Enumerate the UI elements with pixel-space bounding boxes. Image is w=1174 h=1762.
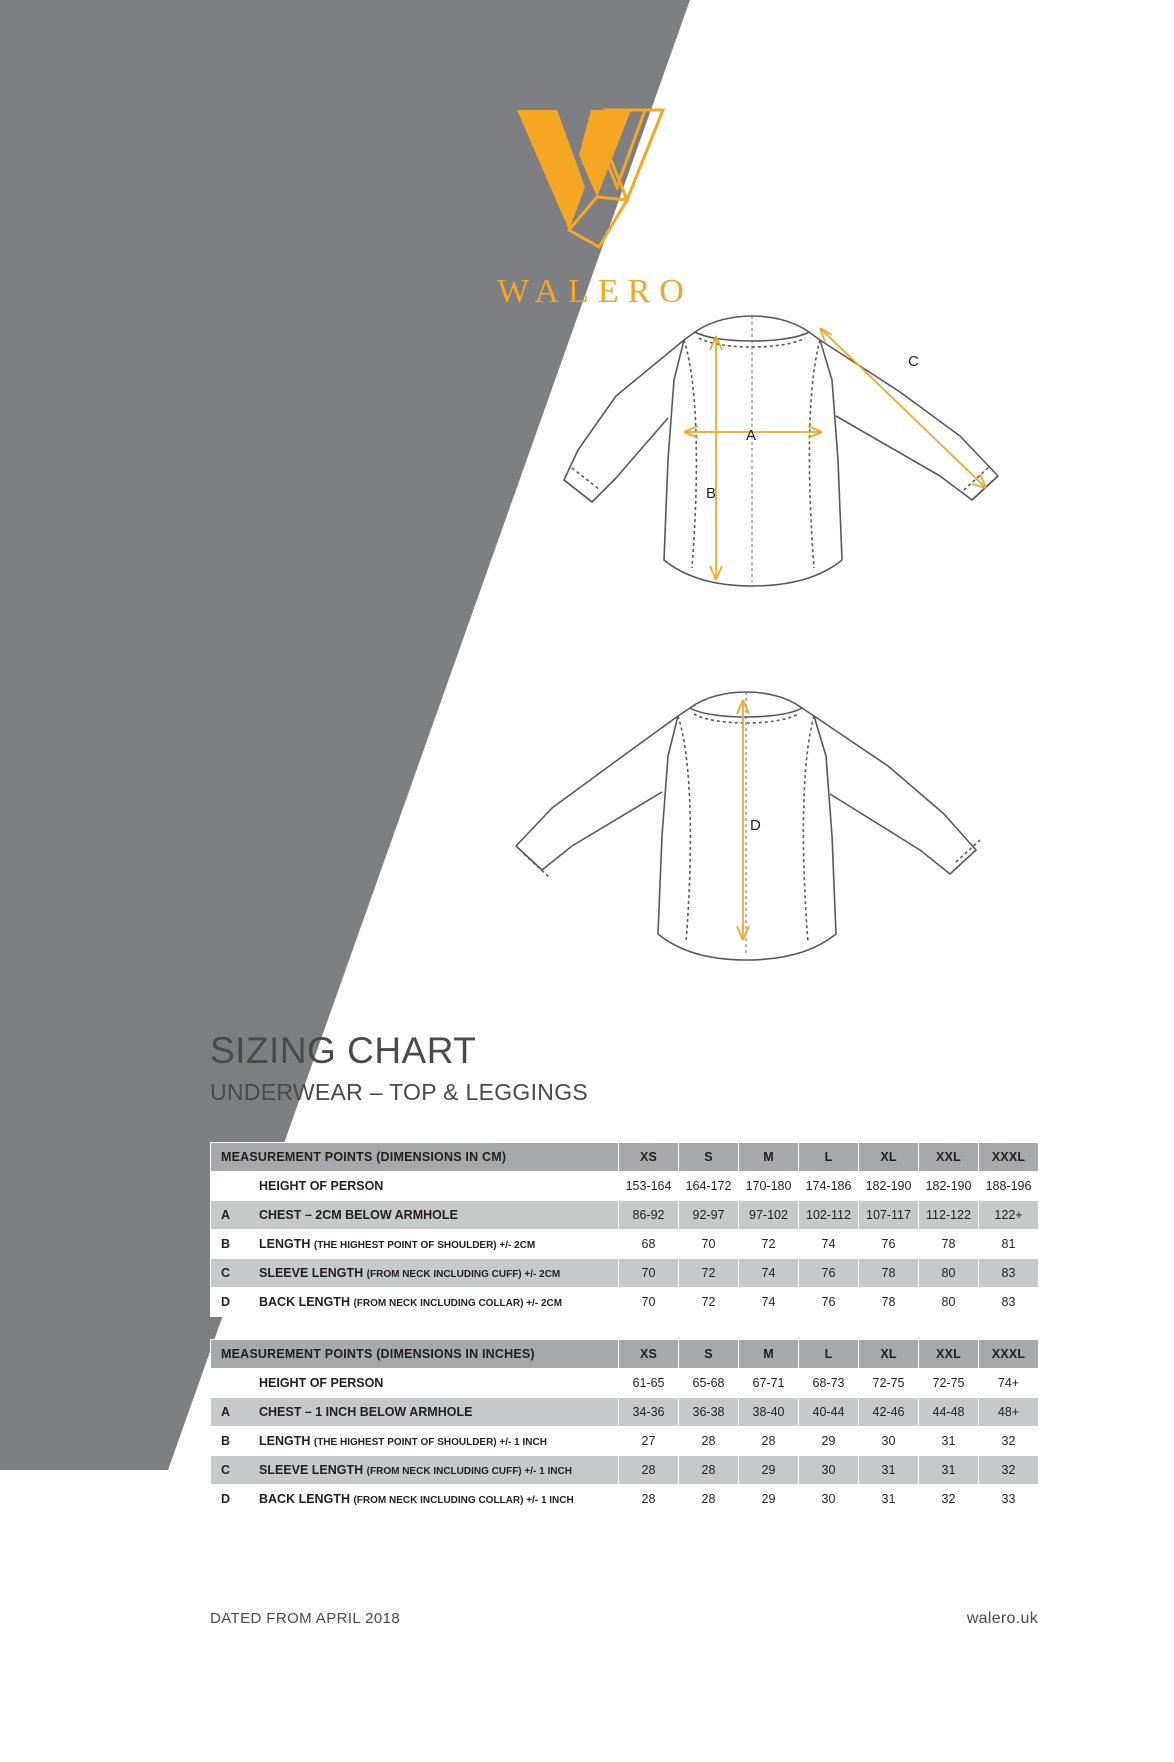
- walero-w-logo-icon: [505, 105, 685, 265]
- row-label: [211, 1259, 619, 1288]
- cell-value: 86-92: [619, 1201, 679, 1230]
- cell-value: 74: [739, 1288, 799, 1317]
- footer-date: DATED FROM APRIL 2018: [210, 1610, 401, 1627]
- table-header-size: M: [739, 1143, 799, 1172]
- cell-value: 74: [739, 1259, 799, 1288]
- table-header-size: S: [679, 1340, 739, 1369]
- cell-value: 30: [859, 1427, 919, 1456]
- cell-value: 76: [799, 1259, 859, 1288]
- table-header-size: XXL: [919, 1143, 979, 1172]
- cell-value: 30: [799, 1456, 859, 1485]
- table-row: [211, 1259, 1039, 1288]
- cell-value: 153-164: [619, 1172, 679, 1201]
- cell-value: 28: [679, 1485, 739, 1514]
- brand-logo: [490, 105, 700, 311]
- cell-value: 78: [859, 1288, 919, 1317]
- dim-label-c: C: [908, 353, 919, 370]
- row-label: [211, 1485, 619, 1514]
- cell-value: 78: [919, 1230, 979, 1259]
- row-label: [211, 1398, 619, 1427]
- table-header-size: L: [799, 1143, 859, 1172]
- cell-value: 74: [799, 1230, 859, 1259]
- cell-value: 81: [979, 1230, 1039, 1259]
- dim-label-b: B: [706, 485, 717, 502]
- dim-label-d: D: [750, 817, 761, 834]
- cell-value: 38-40: [739, 1398, 799, 1427]
- cell-value: 29: [799, 1427, 859, 1456]
- row-label-strong: CHEST – 1 INCH BELOW ARMHOLE: [259, 1405, 473, 1419]
- table-header-label: MEASUREMENT POINTS (DIMENSIONS IN INCHES): [211, 1340, 619, 1369]
- cell-value: 32: [919, 1485, 979, 1514]
- cell-value: 72-75: [919, 1369, 979, 1398]
- cell-value: 83: [979, 1288, 1039, 1317]
- cell-value: 92-97: [679, 1201, 739, 1230]
- cell-value: 68-73: [799, 1369, 859, 1398]
- cell-value: 40-44: [799, 1398, 859, 1427]
- cell-value: 67-71: [739, 1369, 799, 1398]
- row-label: [211, 1201, 619, 1230]
- row-label: [211, 1456, 619, 1485]
- table-header-size: S: [679, 1143, 739, 1172]
- table-header-size: XS: [619, 1340, 679, 1369]
- table-row: [211, 1201, 1039, 1230]
- cell-value: 32: [979, 1456, 1039, 1485]
- row-label-small: (FROM NECK INCLUDING CUFF) +/- 2CM: [366, 1269, 561, 1280]
- table-row: [211, 1288, 1039, 1317]
- cell-value: 29: [739, 1456, 799, 1485]
- brand-wordmark: WALERO: [497, 273, 693, 310]
- cell-value: 48+: [979, 1398, 1039, 1427]
- cell-value: 65-68: [679, 1369, 739, 1398]
- cell-value: 30: [799, 1485, 859, 1514]
- cell-value: 97-102: [739, 1201, 799, 1230]
- cell-value: 70: [619, 1259, 679, 1288]
- table-header-size: XS: [619, 1143, 679, 1172]
- cell-value: 107-117: [859, 1201, 919, 1230]
- table-header-size: XXL: [919, 1340, 979, 1369]
- row-label: [211, 1427, 619, 1456]
- table-header-label: MEASUREMENT POINTS (DIMENSIONS IN CM): [211, 1143, 619, 1172]
- row-key: B: [221, 1434, 231, 1448]
- table-row: [211, 1456, 1039, 1485]
- row-label: [211, 1230, 619, 1259]
- sizing-table-inches: [210, 1339, 1039, 1514]
- table-row: [211, 1485, 1039, 1514]
- row-label-strong: SLEEVE LENGTH: [259, 1463, 367, 1477]
- row-key: A: [221, 1208, 231, 1222]
- row-label-small: (THE HIGHEST POINT OF SHOULDER) +/- 2CM: [313, 1240, 536, 1251]
- table-header-size: XXXL: [979, 1143, 1039, 1172]
- table-header-row: [211, 1143, 1039, 1172]
- cell-value: 28: [619, 1456, 679, 1485]
- cell-value: 68: [619, 1230, 679, 1259]
- table-row: [211, 1172, 1039, 1201]
- cell-value: 34-36: [619, 1398, 679, 1427]
- cell-value: 28: [679, 1456, 739, 1485]
- cell-value: 42-46: [859, 1398, 919, 1427]
- dim-label-a: A: [746, 427, 757, 444]
- row-key: D: [221, 1295, 231, 1309]
- table-header-size: XL: [859, 1143, 919, 1172]
- cell-value: 61-65: [619, 1369, 679, 1398]
- cell-value: 174-186: [799, 1172, 859, 1201]
- back-garment-illustration: [500, 690, 1000, 990]
- table-row: [211, 1427, 1039, 1456]
- cell-value: 70: [619, 1288, 679, 1317]
- table-row: [211, 1230, 1039, 1259]
- cell-value: 182-190: [919, 1172, 979, 1201]
- cell-value: 33: [979, 1485, 1039, 1514]
- cell-value: 28: [679, 1427, 739, 1456]
- row-key: B: [221, 1237, 231, 1251]
- cell-value: 36-38: [679, 1398, 739, 1427]
- table-header-size: XL: [859, 1340, 919, 1369]
- cell-value: 112-122: [919, 1201, 979, 1230]
- cell-value: 76: [799, 1288, 859, 1317]
- row-label-small: (FROM NECK INCLUDING CUFF) +/- 1 INCH: [366, 1466, 572, 1477]
- cell-value: 31: [919, 1456, 979, 1485]
- cell-value: 31: [859, 1485, 919, 1514]
- row-label-strong: BACK LENGTH: [259, 1295, 354, 1309]
- row-label-strong: LENGTH: [259, 1434, 314, 1448]
- row-label-small: (FROM NECK INCLUDING COLLAR) +/- 2CM: [353, 1298, 563, 1309]
- cell-value: 80: [919, 1259, 979, 1288]
- cell-value: 164-172: [679, 1172, 739, 1201]
- cell-value: 83: [979, 1259, 1039, 1288]
- cell-value: 170-180: [739, 1172, 799, 1201]
- cell-value: 78: [859, 1259, 919, 1288]
- cell-value: 76: [859, 1230, 919, 1259]
- table-header-size: XXXL: [979, 1340, 1039, 1369]
- cell-value: 72: [739, 1230, 799, 1259]
- cell-value: 74+: [979, 1369, 1039, 1398]
- row-key: C: [221, 1463, 231, 1477]
- cell-value: 28: [739, 1427, 799, 1456]
- cell-value: 28: [619, 1485, 679, 1514]
- cell-value: 27: [619, 1427, 679, 1456]
- cell-value: 102-112: [799, 1201, 859, 1230]
- row-label-small: (FROM NECK INCLUDING COLLAR) +/- 1 INCH: [353, 1495, 574, 1506]
- cell-value: 188-196: [979, 1172, 1039, 1201]
- table-header-size: L: [799, 1340, 859, 1369]
- row-label: [211, 1172, 619, 1201]
- row-label-strong: LENGTH: [259, 1237, 314, 1251]
- cell-value: 70: [679, 1230, 739, 1259]
- table-row: [211, 1369, 1039, 1398]
- row-label-strong: HEIGHT OF PERSON: [259, 1376, 384, 1390]
- cell-value: 72: [679, 1259, 739, 1288]
- row-label-strong: SLEEVE LENGTH: [259, 1266, 367, 1280]
- cell-value: 122+: [979, 1201, 1039, 1230]
- table-row: [211, 1398, 1039, 1427]
- row-key: D: [221, 1492, 231, 1506]
- cell-value: 182-190: [859, 1172, 919, 1201]
- cell-value: 31: [859, 1456, 919, 1485]
- cell-value: 72: [679, 1288, 739, 1317]
- page-title: SIZING CHART: [210, 1030, 477, 1071]
- cell-value: 72-75: [859, 1369, 919, 1398]
- cell-value: 44-48: [919, 1398, 979, 1427]
- row-label-small: (THE HIGHEST POINT OF SHOULDER) +/- 1 INCH: [313, 1437, 547, 1448]
- cell-value: 29: [739, 1485, 799, 1514]
- row-label-strong: HEIGHT OF PERSON: [259, 1179, 384, 1193]
- front-garment-illustration: [520, 310, 1040, 640]
- page-subtitle: UNDERWEAR – TOP & LEGGINGS: [210, 1079, 589, 1105]
- table-header-row: [211, 1340, 1039, 1369]
- row-key: C: [221, 1266, 231, 1280]
- title-block: [210, 1030, 588, 1106]
- footer-website[interactable]: walero.uk: [966, 1610, 1038, 1627]
- cell-value: 32: [979, 1427, 1039, 1456]
- row-label-strong: CHEST – 2CM BELOW ARMHOLE: [259, 1208, 458, 1222]
- cell-value: 80: [919, 1288, 979, 1317]
- row-label: [211, 1288, 619, 1317]
- table-header-size: M: [739, 1340, 799, 1369]
- row-label-strong: BACK LENGTH: [259, 1492, 354, 1506]
- row-label: [211, 1369, 619, 1398]
- row-key: A: [221, 1405, 231, 1419]
- sizing-table-cm: [210, 1142, 1039, 1317]
- cell-value: 31: [919, 1427, 979, 1456]
